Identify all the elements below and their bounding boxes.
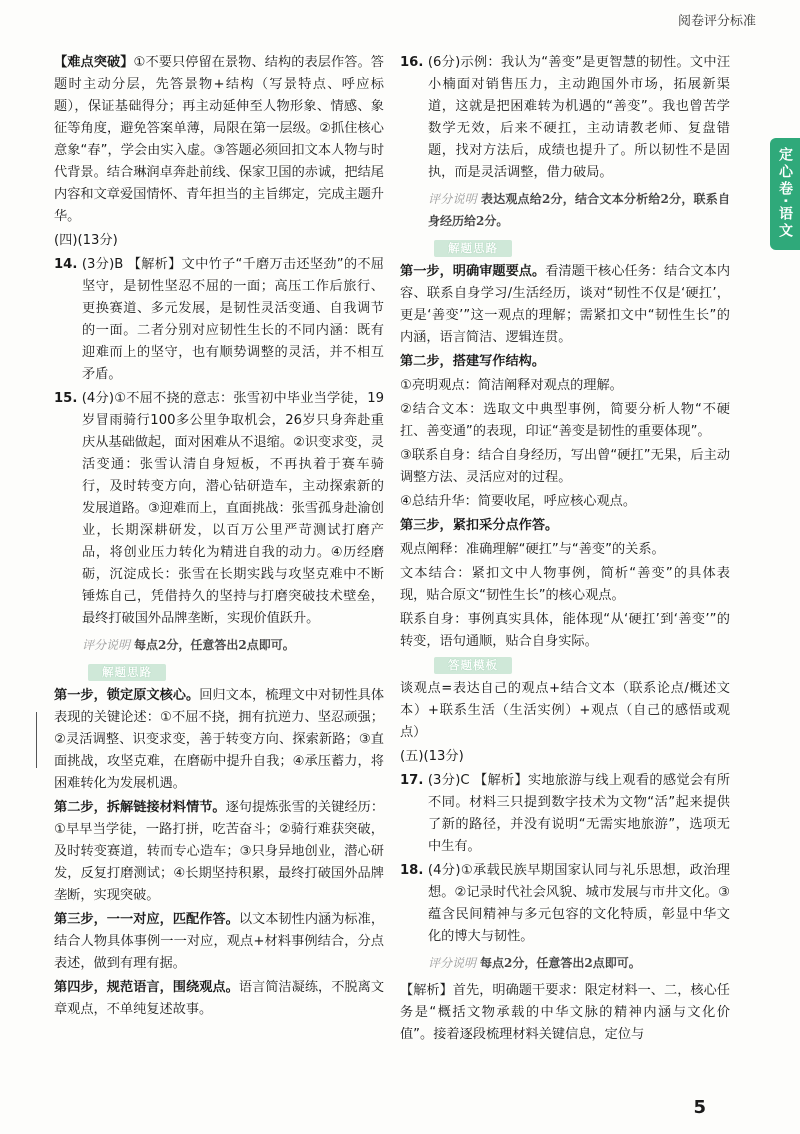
margin-mark (36, 712, 37, 768)
scoring-item: 联系自身：事例真实具体，能体现“从‘硬扛’到‘善变’”的转变，语句通顺，贴合自身实际。 (400, 612, 730, 649)
difficulty-label: 【难点突破】 (54, 55, 134, 70)
step-text: 以文本韧性内涵为标准，结合人物具体事例一一对应，观点+材料事例结合，分点表述，做到有理有据。 (54, 912, 385, 971)
q18-number: 18. (400, 863, 424, 878)
note-body: 每点2分，任意答出2点即可。 (480, 956, 641, 970)
question-17 (400, 770, 730, 858)
page-header: 阅卷评分标准 (677, 14, 756, 29)
note-body: 每点2分，任意答出2点即可。 (134, 638, 295, 652)
q17-text: (3分)C 【解析】实地旅游与线上观看的感觉会有所不同。材料三只提到数字技术为文物“活”起来提供了新的路径，并没有说明“无需实地旅游”，选项无中生有。 (427, 773, 730, 854)
difficulty-paragraph (54, 52, 384, 228)
step-2 (54, 797, 384, 907)
step-title: 第一步，锁定原文核心。 (54, 688, 200, 703)
q18-scoring-note (400, 952, 730, 974)
q15-scoring-note (54, 634, 384, 656)
q16-scoring-note (400, 188, 730, 232)
structure-item: ③联系自身：结合自身经历，写出曾“硬扛”无果，后主动调整方法、灵活应对的过程。 (400, 448, 730, 485)
note-label: 评分说明 (82, 638, 131, 652)
note-body: 表达观点给2分，结合文本分析给2分，联系自身经历给2分。 (428, 192, 730, 228)
q18-analysis: 【解析】首先，明确题干要求：限定材料一、二，核心任务是“概括文物承载的中华文脉的精神内涵与文化价值”。接着逐段梳理材料关键信息，定位与 (400, 983, 730, 1042)
note-label: 评分说明 (428, 956, 477, 970)
step-text: 回归文本，梳理文中对韧性具体表现的关键论述：①不屈不挠，拥有抗逆力、坚忍顽强；②灵活调整、识变求变，善于转变方向、探索新路；③直面挑战，攻坚克难，在磨砺中提升自我；④承压蓄力，将困难转化为发展机遇。 (54, 688, 385, 791)
step-4 (54, 977, 384, 1021)
step-title: 第二步，拆解链接材料情节。 (54, 800, 226, 815)
scoring-item: 文本结合：紧扣文中人物事例，简析“善变”的具体表现，贴合原文“韧性生长”的核心观点。 (400, 566, 730, 603)
q14-number: 14. (54, 257, 78, 272)
q14-text: (3分)B 【解析】文中竹子“千磨万击还坚劲”的不屈坚守，是韧性坚忍不屈的一面；高压工作后旅行、更换赛道、多元发展，是韧性灵活变通、自我调节的一面。二者分别对应韧性生长的不同内涵：既有迎难而上的坚守，也有顺势调整的灵活，并不相互矛盾。 (81, 257, 384, 382)
structure-item: ②结合文本：选取文中典型事例，简要分析人物“不硬扛、善变通”的表现，印证“善变是韧性的重要体现”。 (400, 402, 730, 439)
step-3 (54, 909, 384, 975)
step-1 (400, 261, 730, 349)
right-column (400, 52, 730, 1048)
question-16 (400, 52, 730, 184)
solution-badge: 解题思路 (88, 664, 166, 681)
note-label: 评分说明 (428, 192, 477, 206)
step-title: 第四步，规范语言，围绕观点。 (54, 980, 239, 995)
step-title: 第一步，明确审题要点。 (400, 264, 546, 279)
page-number: 5 (693, 1097, 706, 1118)
template-badge: 答题模板 (434, 657, 512, 674)
side-tab: 定心卷·语文 (770, 138, 800, 250)
step-1 (54, 685, 384, 795)
question-18 (400, 860, 730, 948)
step-title: 第三步，紧扣采分点作答。 (400, 518, 559, 533)
question-15 (54, 388, 384, 630)
difficulty-text: ①不要只停留在景物、结构的表层作答。答题时主动分层，先答景物+结构（写景特点、呼应标题），保证基础得分；再主动延伸至人物形象、情感、象征等角度，避免答案单薄，局限在第一层级。②抓住核心意象“春”，学会由实入虚。③答题必须回扣文本人物与时代背景。结合琳润卓奔赴前线、保家卫国的赤诚，把结尾内容和文章爱国情怀、青年担当的主旨绑定，完成主题升华。 (54, 55, 384, 224)
scoring-item: 观点阐释：准确理解“硬扛”与“善变”的关系。 (400, 542, 665, 557)
step-text: 看清题干核心任务：结合文本内容、联系自身学习/生活经历，谈对“韧性不仅是‘硬扛’，更是‘善变’”这一观点的理解；需紧扣文中“韧性生长”的内涵，语言简洁、逻辑连贯。 (400, 264, 731, 345)
section-4-heading: (四)(13分) (54, 233, 118, 248)
q16-number: 16. (400, 55, 424, 70)
question-14 (54, 254, 384, 386)
left-column (54, 52, 384, 1023)
q15-text: (4分)①不屈不挠的意志：张雪初中毕业当学徒，19岁冒雨骑行100多公里争取机会，26岁只身奔赴重庆从基础做起，面对困难从不退缩。②识变求变，灵活变通：张雪认清自身短板，不再执着于赛车骑行，及时转变方向，潜心钻研造车，主动探索新的发展道路。③迎难而上，直面挑战：张雪孤身赴渝创业，长期深耕研发，以百万公里严苛测试打磨产品，将创业压力转化为精进自我的动力。④历经磨砺，沉淀成长：张雪在长期实践与攻坚克难中不断锤炼自己，凭借持久的坚持与打磨突破技术壁垒，最终打破国外品牌垄断，实现价值跃升。 (81, 391, 384, 626)
structure-item: ①亮明观点：简洁阐释对观点的理解。 (400, 378, 623, 393)
step-3 (400, 515, 730, 537)
step-text: 语言简洁凝练，不脱离文章观点，不单纯复述故事。 (54, 980, 385, 1017)
structure-item: ④总结升华：简要收尾，呼应核心观点。 (400, 494, 637, 509)
solution-badge: 解题思路 (434, 240, 512, 257)
q16-text: (6分)示例：我认为“善变”是更智慧的韧性。文中汪小楠面对销售压力，主动跑国外市场，拓展新渠道，这就是把困难转为机遇的“善变”。我也曾苦学数学无效，后来不硬扛，主动请教老师、复盘错题，找对方法后，成绩也提升了。所以韧性不是固执，而是灵活调整，借力破局。 (427, 55, 731, 180)
answer-template: 谈观点=表达自己的观点+结合文本（联系论点/概述文本）+联系生活（生活实例）+观点（自己的感悟或观点） (400, 681, 730, 740)
step-title: 第三步，一一对应，匹配作答。 (54, 912, 239, 927)
q17-number: 17. (400, 773, 424, 788)
q15-number: 15. (54, 391, 78, 406)
step-title: 第二步，搭建写作结构。 (400, 354, 546, 369)
section-5-heading: (五)(13分) (400, 749, 464, 764)
step-text: 逐句提炼张雪的关键经历：①早早当学徒，一路打拼，吃苦奋斗；②骑行难获突破，及时转变赛道，转而专心造车；③只身异地创业，潜心研发，反复打磨测试；④长期坚持积累，最终打破国外品牌垄断，实现突破。 (54, 800, 385, 903)
q18-text: (4分)①承载民族早期国家认同与礼乐思想，政治理想。②记录时代社会风貌、城市发展与市井文化。③蕴含民间精神与多元包容的文化特质，彰显中华文化的博大与韧性。 (427, 863, 730, 944)
step-2 (400, 351, 730, 373)
